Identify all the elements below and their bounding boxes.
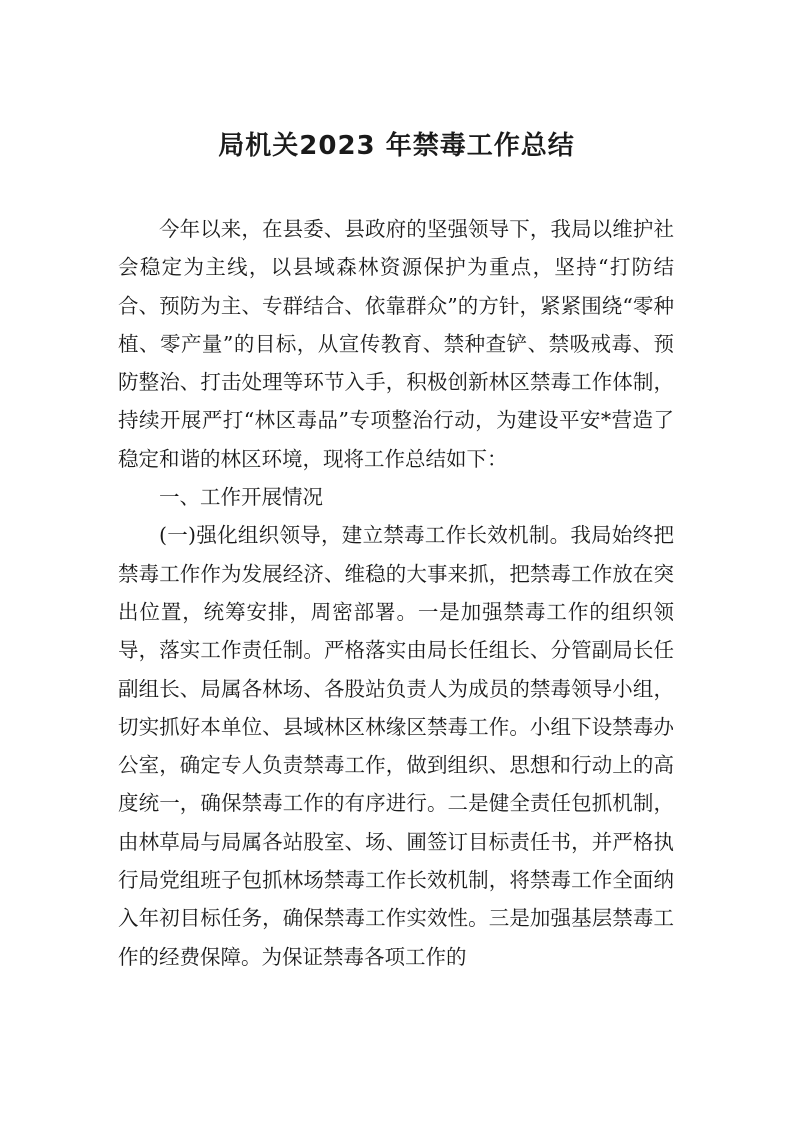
paragraph-organization-leadership: (一)强化组织领导，建立禁毒工作长效机制。我局始终把禁毒工作作为发展经济、维稳的大事来抓，把禁毒工作放在突出位置，统筹安排，周密部署。一是加强禁毒工作的组织领导，落实工作责任制。严格落实由局长任组长、分管副局长任副组长、局属各林场、各股站负责人为成员的禁毒领导小组，切实抓好本单位、县域林区林缘区禁毒工作。小组下设禁毒办公室，确定专人负责禁毒工作，做到组织、思想和行动上的高度统一，确保禁毒工作的有序进行。二是健全责任包抓机制，由林草局与局属各站股室、场、圃签订目标责任书，并严格执行局党组班子包抓林场禁毒工作长效机制，将禁毒工作全面纳入年初目标任务，确保禁毒工作实效性。三是加强基层禁毒工作的经费保障。为保证禁毒各项工作的 [118,523,674,969]
section-heading-work-status: 一、工作开展情况 [159,485,323,510]
document-body [118,210,674,976]
paragraph-intro: 今年以来，在县委、县政府的坚强领导下，我局以维护社会稳定为主线，以县域森林资源保护为重点，坚持“打防结合、预防为主、专群结合、依靠群众”的方针，紧紧围绕“零种植、零产量”的目标，从宣传教育、禁种查铲、禁吸戒毒、预防整治、打击处理等环节入手，积极创新林区禁毒工作体制，持续开展严打“林区毒品”专项整治行动，为建设平安*营造了稳定和谐的林区环境，现将工作总结如下： [118,217,674,471]
document-title: 局机关2023 年禁毒工作总结 [218,131,575,161]
